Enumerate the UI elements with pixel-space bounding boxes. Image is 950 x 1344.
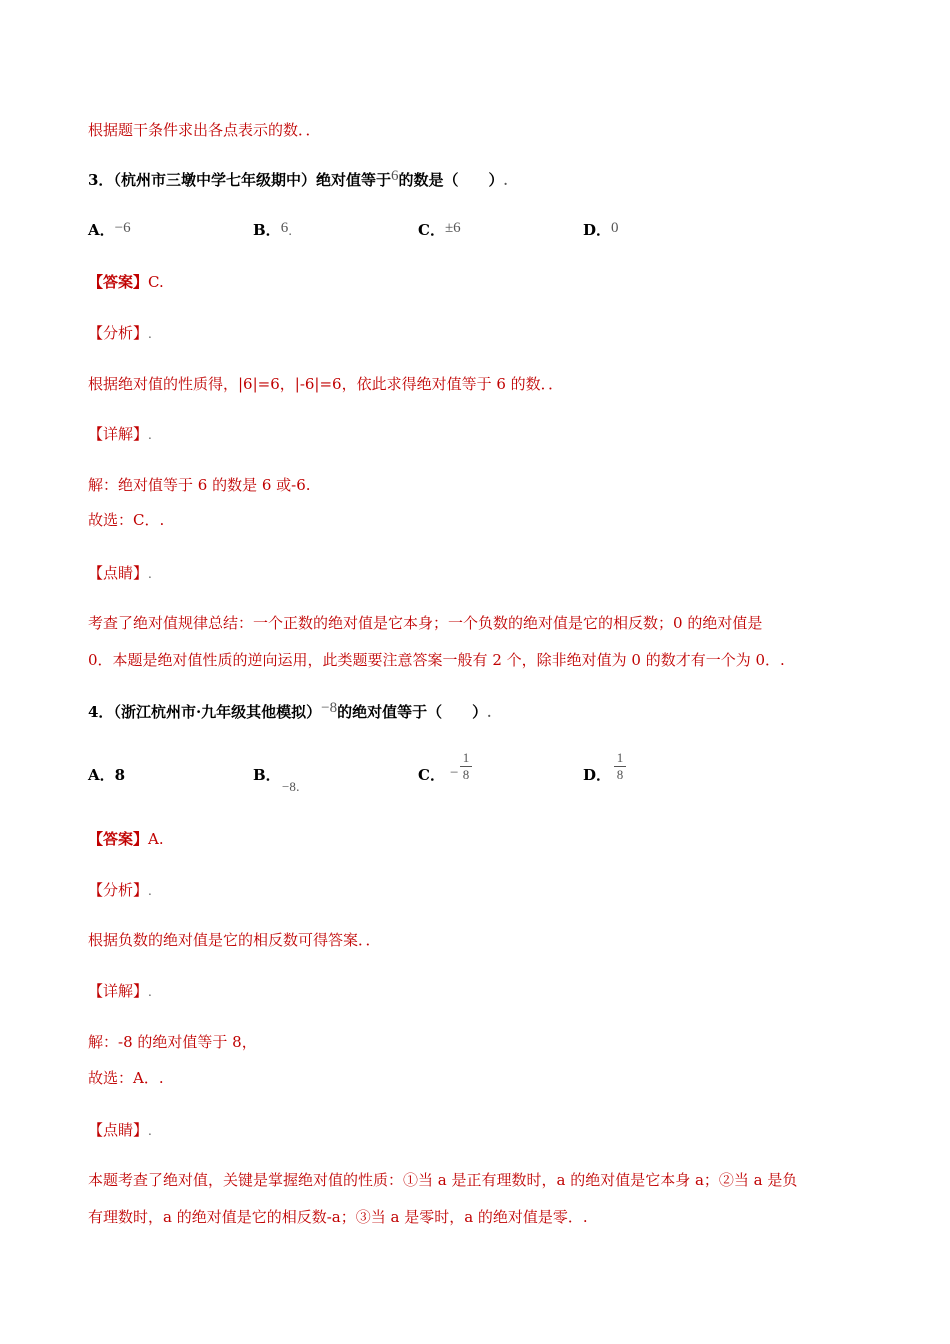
detail-heading (88, 981, 152, 1002)
comment-heading (88, 563, 152, 584)
detail-text-2: 故选：C．. (88, 511, 165, 529)
comment-heading (88, 1120, 152, 1141)
fraction-numerator: 1 (616, 750, 624, 765)
option-d (583, 220, 619, 241)
option-value: 6 (280, 220, 289, 236)
option-b (253, 765, 281, 785)
option-value: 8 (114, 766, 126, 784)
detail-tag: 【详解】 (88, 425, 149, 443)
analysis-heading (88, 323, 152, 344)
detail-tag: 【详解】 (88, 982, 149, 1000)
option-label: A． (88, 766, 115, 784)
question-source: （杭州市三墩中学七年级期中） (113, 171, 316, 189)
detail-text-1: 解：绝对值等于 6 的数是 6 或-6. (88, 476, 311, 494)
answer-line (88, 829, 164, 849)
analysis-text: 根据绝对值的性质得，|6|=6，|-6|=6，依此求得绝对值等于 6 的数．． (88, 375, 564, 393)
option-b (253, 220, 292, 241)
analysis-heading (88, 880, 152, 901)
answer-value: C. (148, 273, 164, 291)
option-value: ±6 (444, 220, 461, 236)
trail-mark: . (148, 327, 152, 341)
question-3 (88, 170, 508, 191)
fraction-numerator: 1 (462, 750, 470, 765)
analysis-tag: 【分析】 (88, 881, 149, 899)
answer-line (88, 272, 164, 292)
option-label: A． (88, 221, 115, 239)
answer-value: A. (148, 830, 164, 848)
option-b-value (282, 777, 300, 798)
trail-mark: . (148, 884, 152, 898)
detail-text-1: 解：-8 的绝对值等于 8， (88, 1033, 257, 1051)
fraction-sign: − (450, 765, 459, 781)
trail-mark: . (148, 567, 152, 581)
option-label: D． (583, 221, 612, 239)
option-c (418, 765, 445, 785)
question-source: （浙江杭州市·九年级其他模拟） (113, 703, 322, 721)
comment-text-2: 有理数时，a 的绝对值是它的相反数-a；③当 a 是零时，a 的绝对值是零．. (88, 1208, 588, 1226)
trail-mark: . (148, 1124, 152, 1138)
math-expression: 6 (390, 168, 399, 184)
option-value: −6 (114, 220, 131, 236)
option-label: B． (253, 221, 281, 239)
option-label: D． (583, 766, 612, 784)
option-value: −8 (282, 779, 296, 794)
analysis-text: 根据负数的绝对值是它的相反数可得答案．． (88, 931, 381, 949)
fraction-c (459, 750, 473, 783)
trail-mark: . (487, 706, 492, 720)
comment-text-2: 0．本题是绝对值性质的逆向运用，此类题要注意答案一般有 2 个，除非绝对值为 0 的数才有一个为 0．. (88, 651, 785, 669)
question-text-post: 的绝对值等于（ ） (337, 703, 488, 721)
comment-text-1: 本题考查了绝对值，关键是掌握绝对值的性质：①当 a 是正有理数时，a 的绝对值是它本身 a；②当 a 是负 (88, 1171, 798, 1189)
fraction-denominator: 8 (616, 767, 624, 782)
option-value: 0 (611, 220, 619, 236)
trail-mark: . (295, 780, 300, 794)
comment-tag: 【点睛】 (88, 564, 149, 582)
option-d (583, 765, 611, 785)
question-text-post: 的数是（ ） (398, 171, 504, 189)
analysis-tag: 【分析】 (88, 324, 149, 342)
comment-text-1: 考查了绝对值规律总结：一个正数的绝对值是它本身；一个负数的绝对值是它的相反数；0 的绝对值是 (88, 614, 763, 632)
option-a (88, 220, 131, 241)
answer-tag: 【答案】 (88, 830, 149, 848)
trail-mark: . (148, 428, 152, 442)
option-label: C． (418, 766, 445, 784)
question-text: 绝对值等于 (315, 171, 391, 189)
fraction-denominator: 8 (462, 767, 470, 782)
math-expression: −8 (321, 700, 338, 716)
question-number: 3． (88, 171, 114, 189)
option-a (88, 765, 125, 785)
option-c (418, 220, 461, 241)
trail-mark: . (503, 174, 508, 188)
trail-mark: . (288, 224, 293, 238)
intro-text: 根据题干条件求出各点表示的数．． (88, 121, 321, 139)
question-number: 4． (88, 703, 114, 721)
question-4 (88, 702, 491, 723)
answer-tag: 【答案】 (88, 273, 149, 291)
option-label: C． (418, 221, 445, 239)
trail-mark: . (148, 985, 152, 999)
detail-text-2: 故选：A．. (88, 1069, 164, 1087)
option-label: B． (253, 766, 281, 784)
fraction-d (613, 750, 627, 783)
detail-heading (88, 424, 152, 445)
comment-tag: 【点睛】 (88, 1121, 149, 1139)
